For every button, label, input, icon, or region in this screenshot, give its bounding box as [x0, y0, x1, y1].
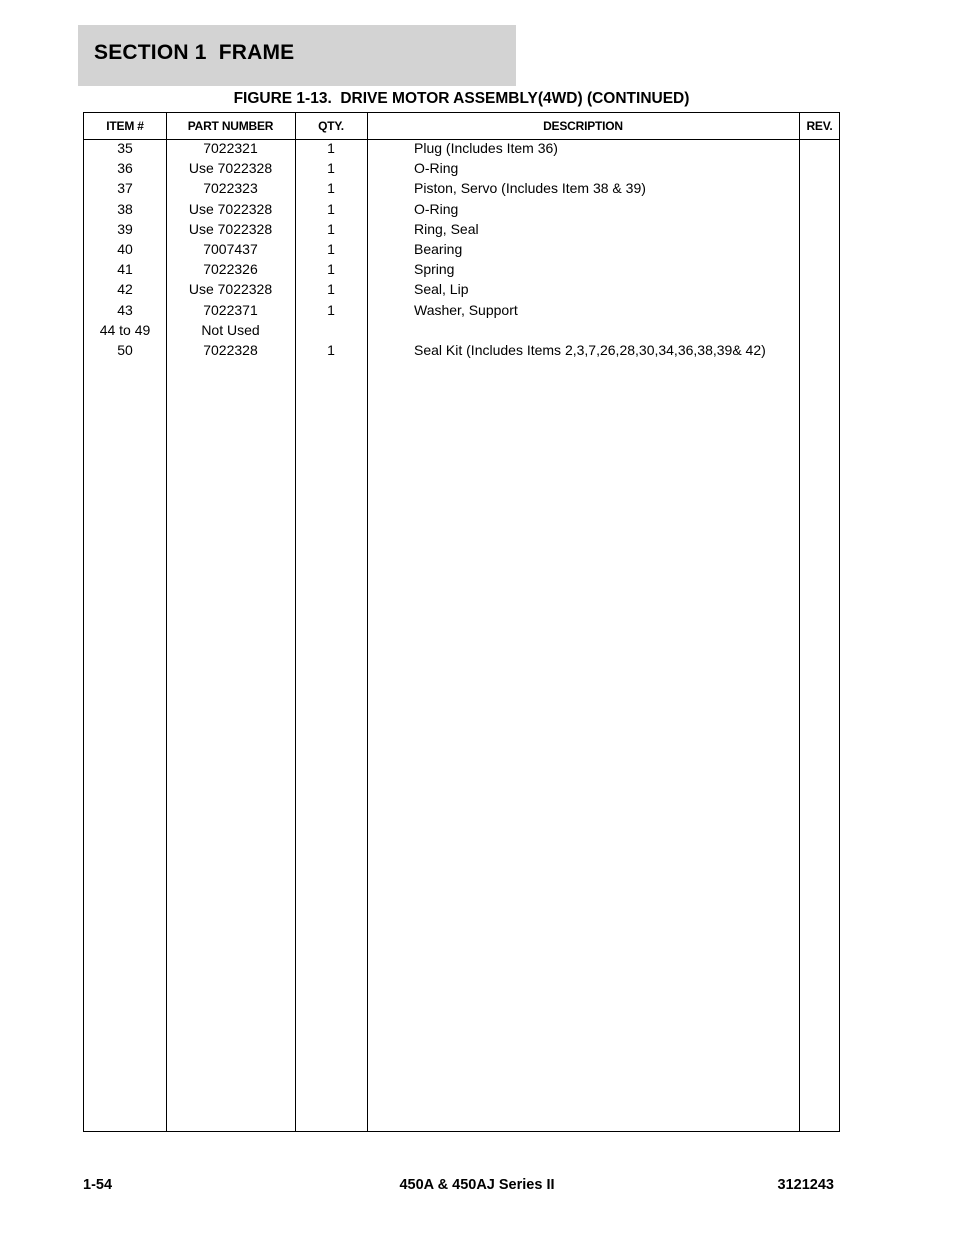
- cell-qty: 1: [327, 220, 335, 237]
- cell-description: Washer, Support: [414, 301, 518, 318]
- cell-qty: 1: [327, 160, 335, 177]
- table-row: [84, 140, 839, 160]
- cell-part-number: Not Used: [201, 321, 260, 338]
- table-row: [84, 302, 839, 322]
- cell-qty: 1: [327, 140, 335, 156]
- cell-item: 50: [117, 341, 133, 358]
- cell-part-number: Use 7022328: [188, 160, 273, 177]
- figure-title: FIGURE 1-13. DRIVE MOTOR ASSEMBLY(4WD) (CONTINUED): [233, 90, 690, 107]
- document-number: 3121243: [777, 1177, 834, 1193]
- cell-qty: 1: [327, 200, 335, 217]
- parts-table: [83, 112, 840, 1132]
- header-part-number: PART NUMBER: [187, 119, 274, 133]
- cell-part-number: Use 7022328: [188, 220, 273, 237]
- table-row: [84, 322, 839, 342]
- cell-item: 36: [117, 160, 133, 177]
- cell-item: 38: [117, 200, 133, 217]
- cell-part-number: 7022323: [203, 180, 258, 197]
- cell-description: Plug (Includes Item 36): [414, 140, 558, 156]
- cell-item: 35: [117, 140, 133, 156]
- cell-part-number: 7022326: [203, 261, 258, 278]
- cell-description: Ring, Seal: [414, 220, 479, 237]
- table-row: [84, 221, 839, 241]
- cell-description: Spring: [414, 261, 455, 278]
- table-row: [84, 180, 839, 200]
- section-title: SECTION 1 FRAME: [94, 41, 295, 64]
- cell-description: Seal Kit (Includes Items 2,3,7,26,28,30,34,36,38,39& 42): [414, 341, 766, 358]
- cell-item: 44 to 49: [99, 321, 151, 338]
- cell-qty: 1: [327, 341, 335, 358]
- cell-description: Seal, Lip: [414, 281, 469, 298]
- cell-part-number: 7022371: [203, 301, 258, 318]
- section-banner: [78, 25, 516, 86]
- cell-part-number: Use 7022328: [188, 200, 273, 217]
- table-row: [84, 342, 839, 362]
- cell-qty: 1: [327, 180, 335, 197]
- header-qty: QTY.: [318, 119, 344, 133]
- table-row: [84, 160, 839, 180]
- cell-qty: 1: [327, 261, 335, 278]
- table-row: [84, 201, 839, 221]
- cell-part-number: 7007437: [203, 240, 258, 257]
- cell-description: O-Ring: [414, 200, 459, 217]
- cell-item: 37: [117, 180, 133, 197]
- header-rev: REV.: [806, 119, 833, 133]
- cell-qty: 1: [327, 301, 335, 318]
- cell-item: 39: [117, 220, 133, 237]
- cell-description: Bearing: [414, 240, 463, 257]
- cell-item: 42: [117, 281, 133, 298]
- model-name: 450A & 450AJ Series II: [399, 1177, 555, 1193]
- table-row: [84, 281, 839, 301]
- cell-part-number: 7022321: [203, 140, 258, 156]
- cell-qty: 1: [327, 281, 335, 298]
- cell-description: O-Ring: [414, 160, 459, 177]
- cell-item: 41: [117, 261, 133, 278]
- table-body: [84, 140, 839, 362]
- header-description: DESCRIPTION: [543, 119, 623, 133]
- cell-part-number: Use 7022328: [188, 281, 273, 298]
- page-number: 1-54: [83, 1177, 113, 1193]
- cell-description: Piston, Servo (Includes Item 38 & 39): [414, 180, 646, 197]
- table-row: [84, 261, 839, 281]
- cell-item: 43: [117, 301, 133, 318]
- header-item: ITEM #: [106, 119, 144, 133]
- cell-part-number: 7022328: [203, 341, 258, 358]
- table-row: [84, 241, 839, 261]
- cell-qty: 1: [327, 240, 335, 257]
- cell-item: 40: [117, 240, 133, 257]
